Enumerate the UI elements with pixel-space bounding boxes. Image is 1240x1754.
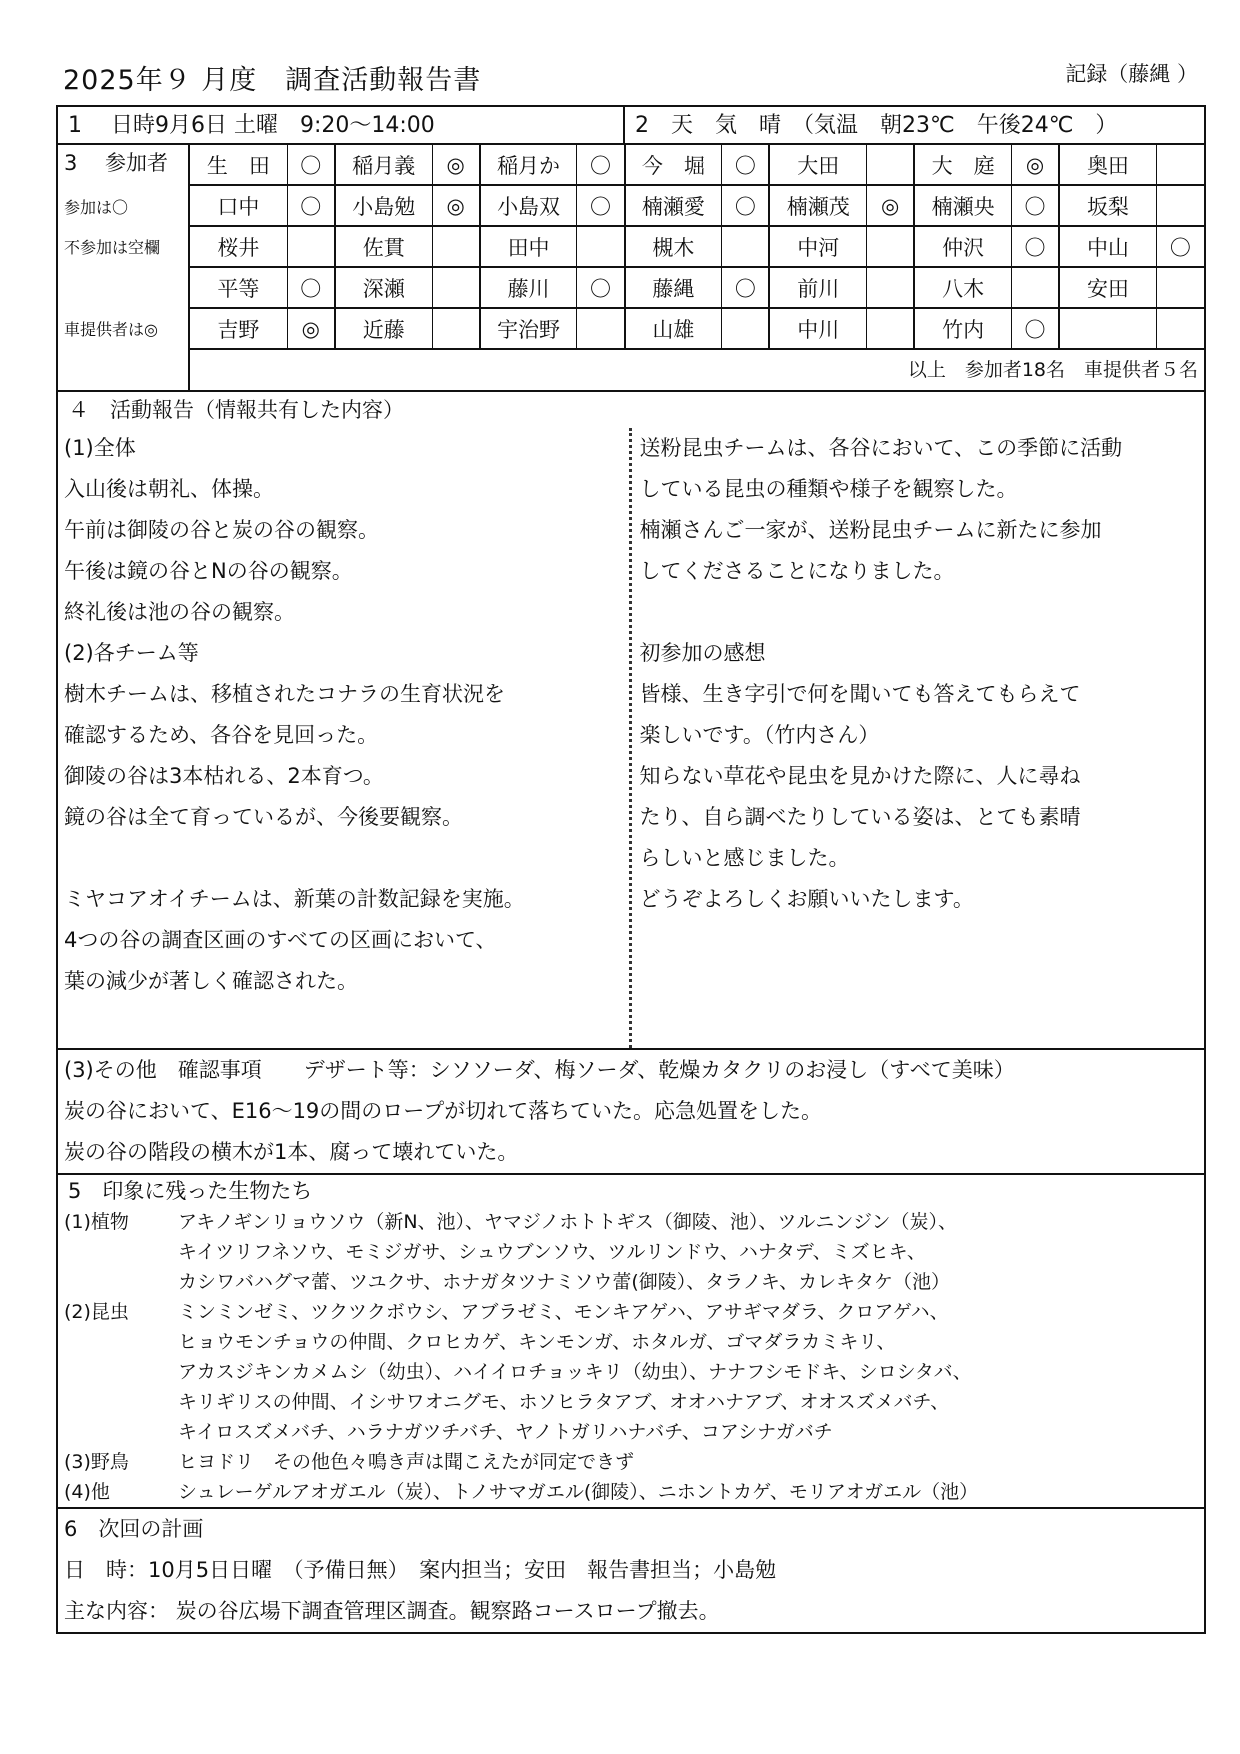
participant-name: 稲月か [480, 145, 577, 185]
activity-right-column [629, 428, 1205, 1048]
activity-line: 樹木チームは、移植されたコナラの生育状況を [64, 682, 505, 706]
organism-list-line: ヒョウモンチョウの仲間、クロヒカゲ、キンモンガ、ホタルガ、ゴマダラカミキリ、 [178, 1331, 896, 1353]
attendance-mark: 〇 [1011, 185, 1059, 226]
attendance-mark: 〇 [287, 185, 335, 226]
organism-list-line: ヒヨドリ その他色々鳴き声は聞こえたが同定できず [178, 1451, 635, 1473]
attendance-mark: ◎ [1011, 145, 1059, 185]
participant-name: 生 田 [190, 145, 287, 185]
participant-name: 中山 [1059, 226, 1156, 267]
organism-list-line: キイロスズメバチ、ハラナガツチバチ、ヤノトガリハナバチ、コアシナガバチ [178, 1421, 833, 1443]
report-form [56, 105, 1206, 1634]
attendance-mark: 〇 [722, 185, 770, 226]
other-note-line: (3)その他 確認事項 デザート等：シソソーダ、梅ソーダ、乾燥カタクリのお浸し（すべて美味） [64, 1058, 1015, 1082]
attendance-mark: 〇 [577, 185, 625, 226]
participant-name: 田中 [480, 226, 577, 267]
attendance-mark [577, 226, 625, 267]
attendance-table [190, 145, 1204, 350]
participant-name: 中川 [769, 308, 866, 349]
attendance-mark [1156, 308, 1204, 349]
participant-name: 吉野 [190, 308, 287, 349]
attendance-mark: 〇 [287, 145, 335, 185]
attendance-mark [1156, 267, 1204, 308]
attendance-mark [1156, 145, 1204, 185]
activity-left-column [58, 428, 629, 1048]
activity-line: 初参加の感想 [639, 641, 766, 665]
participant-name: 近藤 [335, 308, 432, 349]
organism-group [64, 1447, 1204, 1477]
activity-line: らしいと感じました。 [639, 846, 850, 870]
attendance-mark [867, 308, 915, 349]
attendance-mark [867, 267, 915, 308]
date-weather-row [58, 107, 1204, 145]
activity-line: (1)全体 [64, 436, 136, 460]
attendance-mark [432, 267, 480, 308]
attendance-summary: 以上 参加者18名 車提供者５名 [907, 359, 1198, 381]
organism-category: (3)野鳥 [64, 1451, 129, 1473]
activity-line: ミヤコアオイチームは、新葉の計数記録を実施。 [64, 887, 525, 911]
participant-name: 桜井 [190, 226, 287, 267]
attendance-mark [432, 308, 480, 349]
attendance-mark: 〇 [287, 267, 335, 308]
legend-absent: 不参加は空欄 [64, 238, 161, 257]
attendance-section [58, 145, 1204, 392]
activity-line: たり、自ら調べたりしている姿は、とても素晴 [639, 805, 1081, 829]
attendance-row [190, 267, 1204, 308]
activity-line [64, 838, 629, 879]
organisms-section [58, 1175, 1204, 1509]
next-plan-content: 主な内容： 炭の谷広場下調査管理区調査。観察路コースロープ撤去。 [64, 1599, 720, 1623]
participant-name: 藤縄 [625, 267, 722, 308]
attendance-mark [577, 308, 625, 349]
attendance-mark [722, 308, 770, 349]
attendance-mark [867, 226, 915, 267]
activity-line: 午後は鏡の谷とNの谷の観察。 [64, 559, 353, 583]
participant-name: 槻木 [625, 226, 722, 267]
participant-name: 楠瀬愛 [625, 185, 722, 226]
participant-name: 口中 [190, 185, 287, 226]
attendance-mark: 〇 [1011, 226, 1059, 267]
participant-name: 奥田 [1059, 145, 1156, 185]
participant-name: 中河 [769, 226, 866, 267]
next-plan-title: 6 次回の計画 [64, 1517, 204, 1541]
activity-report-title: ４ 活動報告（情報共有した内容） [68, 398, 404, 422]
activity-line: してくださることになりました。 [639, 559, 955, 583]
attendance-mark: ◎ [432, 185, 480, 226]
document-title: 2025年９ 月度 調査活動報告書 [63, 65, 482, 96]
attendance-mark: ◎ [287, 308, 335, 349]
organism-group [64, 1207, 1204, 1297]
participant-name: 宇治野 [480, 308, 577, 349]
other-note-line: 炭の谷の階段の横木が1本、腐って壊れていた。 [64, 1140, 519, 1164]
attendance-mark [1011, 267, 1059, 308]
participant-name [1059, 308, 1156, 349]
attendance-mark: 〇 [577, 267, 625, 308]
activity-line: 楠瀬さんご一家が、送粉昆虫チームに新たに参加 [639, 518, 1102, 542]
attendance-legend [58, 145, 190, 390]
participant-name: 大 庭 [914, 145, 1011, 185]
organism-group [64, 1477, 1204, 1507]
participant-name: 山雄 [625, 308, 722, 349]
activity-line: 入山後は朝礼、体操。 [64, 477, 274, 501]
activity-line: 楽しいです。（竹内さん） [639, 723, 880, 747]
activity-line: 鏡の谷は全て育っているが、今後要観察。 [64, 805, 463, 829]
participant-name: 坂梨 [1059, 185, 1156, 226]
recorder-label: 記録（藤縄 ） [1065, 62, 1198, 86]
attendance-mark: 〇 [1156, 226, 1204, 267]
activity-line: 午前は御陵の谷と炭の谷の観察。 [64, 518, 379, 542]
attendance-mark [432, 226, 480, 267]
participant-name: 八木 [914, 267, 1011, 308]
participant-name: 大田 [769, 145, 866, 185]
activity-line [640, 592, 1205, 633]
activity-line: 知らない草花や昆虫を見かけた際に、人に尋ね [639, 764, 1081, 788]
organism-list-line: キイツリフネソウ、モミジガサ、シュウブンソウ、ツルリンドウ、ハナタデ、ミズヒキ、 [178, 1241, 926, 1263]
participant-name: 楠瀬央 [914, 185, 1011, 226]
participant-name: 深瀬 [335, 267, 432, 308]
attendance-row [190, 226, 1204, 267]
participant-name: 平等 [190, 267, 287, 308]
participant-name: 小島双 [480, 185, 577, 226]
participant-name: 藤川 [480, 267, 577, 308]
activity-line: 皆様、生き字引で何を聞いても答えてもらえて [639, 682, 1081, 706]
attendance-mark: ◎ [867, 185, 915, 226]
participant-name: 竹内 [914, 308, 1011, 349]
attendance-mark [867, 145, 915, 185]
organism-category: (4)他 [64, 1481, 110, 1503]
next-plan-schedule: 日 時：10月5日日曜 （予備日無） 案内担当；安田 報告書担当；小島勉 [64, 1558, 777, 1582]
organism-list-line: シュレーゲルアオガエル（炭）、トノサマガエル(御陵）、ニホントカゲ、モリアオガエル（池） [178, 1481, 979, 1503]
organisms-title: 5 印象に残った生物たち [68, 1179, 313, 1203]
attendance-mark: 〇 [577, 145, 625, 185]
organism-list-line: キリギリスの仲間、イシサワオニグモ、ホソヒラタアブ、オオハナアブ、オオスズメバチ、 [178, 1391, 950, 1413]
other-note-line: 炭の谷において、E16～19の間のロープが切れて落ちていた。応急処置をした。 [64, 1099, 823, 1123]
legend-present: 参加は〇 [64, 198, 129, 217]
attendance-row [190, 308, 1204, 349]
activity-line: 葉の減少が著しく確認された。 [64, 969, 358, 993]
activity-line: している昆虫の種類や様子を観察した。 [639, 477, 1018, 501]
next-plan-section [58, 1509, 1204, 1632]
organism-list-line: アカスジキンカメムシ（幼虫）、ハイイロチョッキリ（幼虫）、ナナフシモドキ、シロシタバ、 [178, 1361, 972, 1383]
participant-name: 前川 [769, 267, 866, 308]
organism-group [64, 1297, 1204, 1447]
organism-category: (2)昆虫 [64, 1301, 129, 1323]
participant-name: 小島勉 [335, 185, 432, 226]
participant-name: 今 堀 [625, 145, 722, 185]
participant-name: 楠瀬茂 [769, 185, 866, 226]
weather: 2 天 気 晴 （気温 朝23℃ 午後24℃ ） [635, 113, 1118, 138]
organism-category: (1)植物 [64, 1211, 129, 1233]
participant-name: 稲月義 [335, 145, 432, 185]
participant-name: 安田 [1059, 267, 1156, 308]
legend-car-provider: 車提供者は◎ [64, 320, 158, 339]
attendance-mark [1156, 185, 1204, 226]
other-notes-section [58, 1050, 1204, 1175]
attendance-mark: 〇 [722, 267, 770, 308]
attendance-mark: ◎ [432, 145, 480, 185]
participant-name: 佐貫 [335, 226, 432, 267]
attendance-title: 3 参加者 [64, 151, 169, 175]
activity-line: 御陵の谷は3本枯れる、2本育つ。 [64, 764, 384, 788]
organism-list-line: カシワバハグマ蕾、ツユクサ、ホナガタツナミソウ蕾(御陵）、タラノキ、カレキタケ（池） [178, 1271, 950, 1293]
attendance-mark: 〇 [722, 145, 770, 185]
attendance-mark [287, 226, 335, 267]
organism-list-line: アキノギンリョウソウ（新N、池）、ヤマジノホトトギス（御陵、池）、ツルニンジン（炭）、 [178, 1211, 957, 1233]
participant-name: 仲沢 [914, 226, 1011, 267]
attendance-mark [722, 226, 770, 267]
date-time: 1 日時9月6日 土曜 9:20～14:00 [58, 107, 625, 143]
attendance-mark: 〇 [1011, 308, 1059, 349]
activity-line: 4つの谷の調査区画のすべての区画において、 [64, 928, 497, 952]
activity-line: 送粉昆虫チームは、各谷において、この季節に活動 [639, 436, 1123, 460]
activity-report-section [58, 392, 1204, 1050]
activity-line: (2)各チーム等 [64, 641, 199, 665]
activity-line: どうぞよろしくお願いいたします。 [639, 887, 974, 911]
activity-line: 確認するため、各谷を見回った。 [64, 723, 379, 747]
activity-line: 終礼後は池の谷の観察。 [64, 600, 295, 624]
attendance-row [190, 145, 1204, 185]
organism-list-line: ミンミンゼミ、ツクツクボウシ、アブラゼミ、モンキアゲハ、アサギマダラ、クロアゲハ、 [178, 1301, 949, 1323]
attendance-row [190, 185, 1204, 226]
